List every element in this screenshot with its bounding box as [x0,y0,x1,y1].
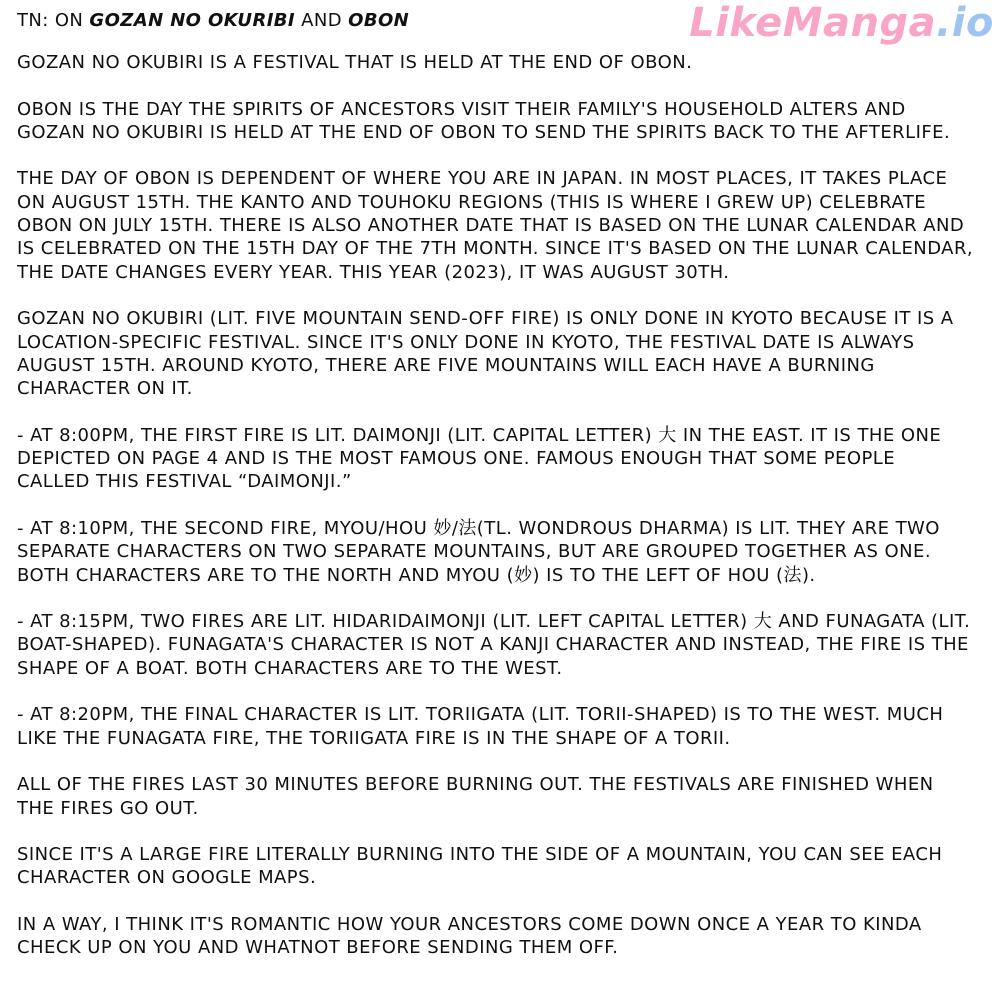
paragraph-obon-definition: OBON IS THE DAY THE SPIRITS OF ANCESTORS VISIT THEIR FAMILY'S HOUSEHOLD ALTERS AND GOZAN NO OKUBIRI IS HELD AT THE END OF OBON TO SEND THE SPIRITS BACK TO THE AFTERLIFE. [17,98,951,143]
paragraph-fire-daimonji: - AT 8:00PM, THE FIRST FIRE IS LIT. DAIMONJI (LIT. CAPITAL LETTER) 大 IN THE EAST. IT IS THE ONE DEPICTED ON PAGE 4 AND IS THE MOST FAMOUS ONE. FAMOUS ENOUGH THAT SOME PEOPLE CALLED THIS FESTIVAL “DAIMONJI.” [17,424,942,493]
watermark-text-main: LikeManga [689,0,937,46]
note-header-title-obon: OBON [348,10,410,31]
note-header-title-gozan: GOZAN NO OKURIBI [89,10,296,31]
note-header-prefix: TN: ON [17,10,90,31]
note-header-connector: AND [295,10,349,31]
paragraph-fire-myou-hou: - AT 8:10PM, THE SECOND FIRE, MYOU/HOU 妙/法(TL. WONDROUS DHARMA) IS LIT. THEY ARE TWO SEPARATE CHARACTERS ON TWO SEPARATE MOUNTAINS, BUT ARE GROUPED TOGETHER AS ONE. BOTH CHARACTERS ARE TO THE NORTH AND MYOU (妙) IS TO THE LEFT OF HOU (法). [17,517,940,586]
paragraph-fire-toriigata: - AT 8:20PM, THE FINAL CHARACTER IS LIT. TORIIGATA (LIT. TORII-SHAPED) IS TO THE WEST. MUCH LIKE THE FUNAGATA FIRE, THE TORIIGATA FIRE IS IN THE SHAPE OF A TORII. [17,704,944,749]
paragraph-gozan-kyoto: GOZAN NO OKUBIRI (LIT. FIVE MOUNTAIN SEND-OFF FIRE) IS ONLY DONE IN KYOTO BECAUSE IT IS A LOCATION-SPECIFIC FESTIVAL. SINCE IT'S ONLY DONE IN KYOTO, THE FESTIVAL DATE IS ALWAYS AUGUST 15TH. AROUND KYOTO, THERE ARE FIVE MOUNTAINS WILL EACH HAVE A BURNING CHARACTER ON IT. [17,308,954,400]
paragraph-google-maps: SINCE IT'S A LARGE FIRE LITERALLY BURNING INTO THE SIDE OF A MOUNTAIN, YOU CAN SEE EACH CHARACTER ON GOOGLE MAPS. [17,844,943,889]
paragraph-fire-duration: ALL OF THE FIRES LAST 30 MINUTES BEFORE BURNING OUT. THE FESTIVALS ARE FINISHED WHEN THE FIRES GO OUT. [17,774,934,819]
watermark-text-suffix: .io [936,0,994,46]
paragraph-obon-dates: THE DAY OF OBON IS DEPENDENT OF WHERE YOU ARE IN JAPAN. IN MOST PLACES, IT TAKES PLACE ON AUGUST 15TH. THE KANTO AND TOUHOKU REGIONS (THIS IS WHERE I GREW UP) CELEBRATE OBON ON JULY 15TH. THERE IS ALSO ANOTHER DATE THAT IS BASED ON THE LUNAR CALENDAR AND IS CELEBRATED ON THE 15TH DAY OF THE 7TH MONTH. SINCE IT'S BASED ON THE LUNAR CALENDAR, THE DATE CHANGES EVERY YEAR. THIS YEAR (2023), IT WAS AUGUST 30TH. [17,168,974,283]
note-header [17,9,974,32]
paragraph-closing: IN A WAY, I THINK IT'S ROMANTIC HOW YOUR ANCESTORS COME DOWN ONCE A YEAR TO KINDA CHECK UP ON YOU AND WHATNOT BEFORE SENDING THEM OFF. [17,913,922,959]
paragraph-intro: GOZAN NO OKUBIRI IS A FESTIVAL THAT IS HELD AT THE END OF OBON. [17,52,693,73]
paragraph-fire-hidaridaimonji-funagata: - AT 8:15PM, TWO FIRES ARE LIT. HIDARIDAIMONJI (LIT. LEFT CAPITAL LETTER) 大 AND FUNAGATA (LIT. BOAT-SHAPED). FUNAGATA'S CHARACTER IS NOT A KANJI CHARACTER AND INSTEAD, THE FIRE IS THE SHAPE OF A BOAT. BOTH CHARACTERS ARE TO THE WEST. [17,611,971,679]
